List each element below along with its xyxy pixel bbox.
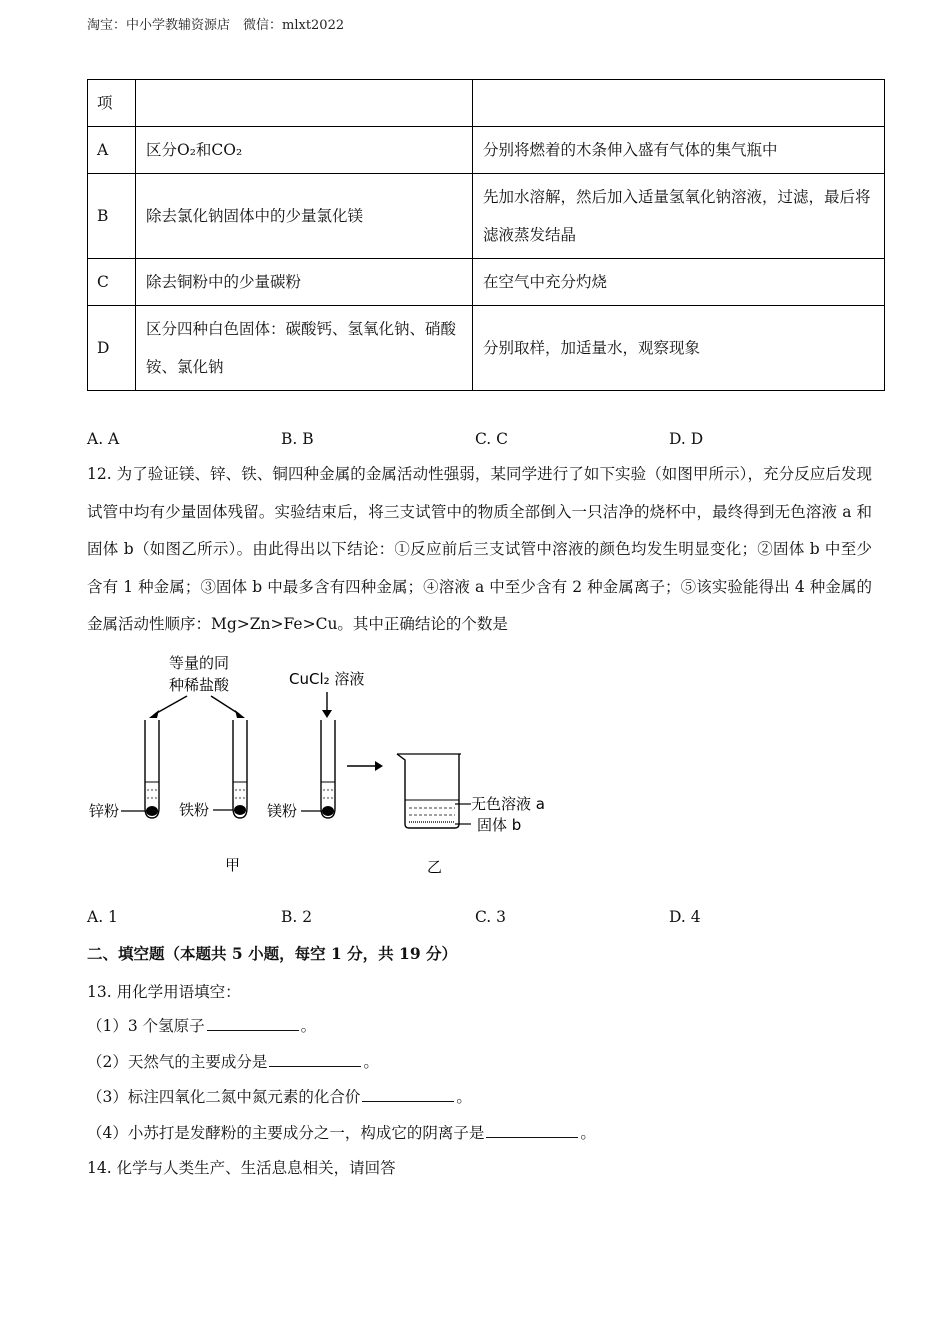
table-header-cell: [136, 80, 473, 127]
arrow-right-icon: [375, 761, 383, 771]
row-label: B: [88, 174, 136, 259]
option-c[interactable]: C. 3: [475, 908, 507, 926]
acid-arrows: [155, 696, 239, 714]
section-title: 二、填空题（本题共 5 小题，每空 1 分，共 19 分）: [87, 944, 458, 963]
iron-label: 铁粉: [179, 801, 210, 819]
answer-blank[interactable]: [486, 1123, 578, 1138]
option-a[interactable]: A. A: [87, 430, 120, 448]
row-purpose: 除去铜粉中的少量碳粉: [136, 259, 473, 306]
table-row: [88, 127, 885, 174]
table-row: [88, 174, 885, 259]
q13-item-1: [87, 1014, 316, 1036]
row-method: 分别取样，加适量水，观察现象: [473, 306, 885, 391]
item-end: 。: [456, 1088, 472, 1106]
option-b[interactable]: B. 2: [281, 908, 313, 926]
row-purpose: 区分四种白色固体：碳酸钙、氢氧化钠、硝酸铵、氯化钠: [136, 306, 473, 391]
table-header-cell: [473, 80, 885, 127]
page-header: 淘宝：中小学教辅资源店 微信：mlxt2022: [87, 18, 345, 33]
q13-item-3: [87, 1085, 472, 1107]
option-d[interactable]: D. 4: [669, 908, 701, 926]
answer-blank[interactable]: [207, 1016, 299, 1031]
test-tube-iron: [233, 720, 247, 818]
caption-jia: 甲: [225, 856, 241, 874]
item-text: （4）小苏打是发酵粉的主要成分之一，构成它的阴离子是: [87, 1124, 485, 1142]
arrow-down-icon: [322, 710, 332, 718]
item-end: 。: [300, 1017, 317, 1035]
row-method: 先加水溶解，然后加入适量氢氧化钠溶液，过滤，最后将滤液蒸发结晶: [473, 174, 885, 259]
q12-text: 12. 为了验证镁、锌、铁、铜四种金属的金属活动性强弱，某同学进行了如下实验（如图甲所示），充分反应后发现试管中均有少量固体残留。实验结束后，将三支试管中的物质全部倒入一只洁净的烧杯中，最终得到无色溶液 a 和固体 b（如图乙所示）。由此得出以下结论：①反应前后三支试管中溶液的颜色均发生明显变化；②固体 b 中至少含有 1 种金属；③固体 b 中最多含有四种金属；④溶液 a 中至少含有 2 种金属离子；⑤该实验能得出 4 种金属的金属活动性顺序：Mg>Zn>Fe>Cu。其中正确结论的个数是: [87, 465, 872, 633]
beaker: [397, 754, 461, 828]
table-row: [88, 259, 885, 306]
zinc-label: 锌粉: [89, 802, 120, 820]
item-end: 。: [363, 1053, 379, 1071]
item-text: （1）3 个氢原子: [87, 1017, 205, 1035]
arrow-head-icon: [149, 710, 159, 718]
experiment-table: [87, 79, 885, 391]
magnesium-label: 镁粉: [267, 802, 298, 820]
option-d[interactable]: D. D: [669, 430, 704, 448]
acid-label-line1: 等量的同: [168, 654, 230, 672]
row-label: C: [88, 259, 136, 306]
table-header-row: [88, 80, 885, 127]
table-header-cell: 项: [88, 80, 136, 127]
caption-yi: 乙: [427, 858, 443, 876]
row-purpose: 区分O₂和CO₂: [136, 127, 473, 174]
test-tube-zinc: [145, 720, 159, 818]
option-c[interactable]: C. C: [475, 430, 509, 448]
solid-b-label: 固体 b: [477, 816, 522, 834]
row-method: 在空气中充分灼烧: [473, 259, 885, 306]
row-purpose: 除去氯化钠固体中的少量氯化镁: [136, 174, 473, 259]
q14-title: 14. 化学与人类生产、生活息息相关，请回答: [87, 1159, 396, 1177]
q13-item-2: [87, 1050, 379, 1072]
item-end: 。: [580, 1124, 596, 1142]
option-a[interactable]: A. 1: [87, 908, 118, 926]
q13-item-4: [87, 1121, 596, 1143]
table-row: [88, 306, 885, 391]
row-label: D: [88, 306, 136, 391]
test-tube-magnesium: [321, 720, 335, 818]
row-label: A: [88, 127, 136, 174]
q13-title: 13. 用化学用语填空：: [87, 983, 241, 1001]
item-text: （3）标注四氧化二氮中氮元素的化合价: [87, 1088, 361, 1106]
row-method: 分别将燃着的木条伸入盛有气体的集气瓶中: [473, 127, 885, 174]
option-b[interactable]: B. B: [281, 430, 314, 448]
solution-a-label: 无色溶液 a: [471, 795, 545, 813]
item-text: （2）天然气的主要成分是: [87, 1053, 268, 1071]
cucl2-label: CuCl₂ 溶液: [289, 670, 365, 688]
answer-blank[interactable]: [362, 1087, 454, 1102]
arrow-head-icon: [235, 710, 245, 718]
acid-label-line2: 种稀盐酸: [168, 676, 230, 694]
answer-blank[interactable]: [269, 1052, 361, 1067]
experiment-figure: [87, 648, 567, 880]
